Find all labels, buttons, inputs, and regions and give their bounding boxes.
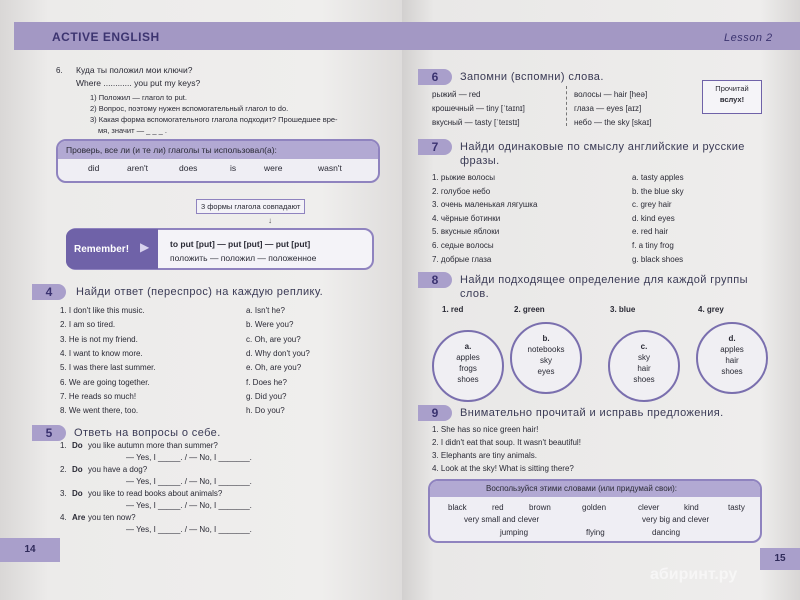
task4-statement: 1. I don't like this music.	[60, 306, 145, 315]
color-header: 4. grey	[698, 305, 724, 314]
task7-russian: 2. голубое небо	[432, 186, 491, 196]
question-number: 3.	[60, 489, 67, 498]
task4-answer: g. Did you?	[246, 391, 287, 401]
task9-sentence: 1. She has so nice green hair!	[432, 425, 539, 434]
task4-statement: 5. I was there last summer.	[60, 363, 156, 373]
task4-answer: e. Oh, are you?	[246, 363, 302, 373]
word-option: very big and clever	[642, 515, 710, 524]
answer-line: — Yes, I _____. / — No, I _______.	[126, 453, 252, 462]
question-text: you like to read books about animals?	[88, 489, 223, 498]
group-letter: a.	[464, 342, 472, 351]
verb: is	[230, 163, 237, 173]
answer-line: — Yes, I _____. / — No, I _______.	[126, 501, 252, 510]
word-group-circle	[696, 322, 768, 394]
verb: does	[179, 163, 198, 173]
task4-statement: 2. I am so tired.	[60, 320, 116, 330]
task4-answer: d. Why don't you?	[246, 348, 310, 358]
read-aloud-line1: Прочитай	[715, 84, 749, 93]
task4-number: 4	[32, 284, 66, 300]
arrow-down-icon: ↓	[268, 216, 272, 225]
divider	[566, 86, 568, 126]
group-word: sky	[638, 353, 650, 362]
group-word: apples	[456, 353, 480, 362]
task4-title: Найди ответ (переспрос) на каждую реплику.	[76, 286, 324, 298]
task7-russian: 7. добрые глаза	[432, 254, 492, 264]
task7-russian: 4. чёрные ботинки	[432, 213, 501, 223]
question-text: you like autumn more than summer?	[88, 441, 218, 450]
verb: aren't	[127, 163, 148, 173]
forms-note: 3 формы глагола совпадают	[196, 199, 305, 214]
task9-number: 9	[418, 405, 452, 421]
word-option: golden	[582, 503, 607, 512]
right-page	[402, 0, 800, 600]
color-header: 3. blue	[610, 305, 636, 314]
question-verb: Do	[72, 441, 83, 450]
task6-question: Куда ты положил мои ключи?	[76, 65, 193, 75]
task6-title: Запомни (вспомни) слова.	[460, 71, 604, 83]
color-header: 1. red	[442, 305, 464, 314]
task4-answer: f. Does he?	[246, 377, 287, 387]
task6-number: 6	[418, 69, 452, 85]
group-word: shoes	[633, 375, 655, 384]
remember-translation: положить — положил — положенное	[170, 253, 317, 263]
word-group-circle	[432, 330, 504, 402]
color-header: 2. green	[514, 305, 545, 314]
read-aloud-note	[702, 80, 762, 114]
play-icon: ▶	[140, 240, 150, 254]
vocab-item: волосы — hair [heə]	[574, 90, 648, 99]
task4-statement: 8. We went there, too.	[60, 406, 139, 416]
page-number-right: 15	[760, 548, 800, 570]
group-word: hair	[725, 356, 739, 365]
group-word: notebooks	[527, 345, 565, 354]
remember-forms: to put [put] — put [put] — put [put]	[170, 239, 311, 249]
group-letter: c.	[640, 342, 648, 351]
question-text: you ten now?	[88, 513, 136, 522]
task5-number: 5	[32, 425, 66, 441]
group-word: frogs	[459, 364, 477, 373]
task4-statement: 7. He reads so much!	[60, 391, 137, 401]
word-option: tasty	[728, 503, 745, 512]
task6-hint: 2) Вопрос, поэтому нужен вспомогательный глагол to do.	[90, 104, 289, 113]
group-word: shoes	[721, 367, 743, 376]
task7-russian: 5. вкусные яблоки	[432, 227, 500, 237]
question-verb: Do	[72, 489, 83, 498]
question-number: 4.	[60, 513, 67, 522]
words-box-title: Воспользуйся этими словами (или придумай свои):	[486, 484, 677, 493]
task4-statement: 6. We are going together.	[60, 377, 150, 387]
verb: wasn't	[318, 163, 342, 173]
task4-statement: 3. He is not my friend.	[60, 334, 138, 344]
word-option: dancing	[652, 528, 681, 537]
word-option: clever	[638, 503, 660, 512]
task7-english: d. kind eyes	[632, 213, 675, 223]
word-option: brown	[529, 503, 551, 512]
task7-russian: 1. рыжие волосы	[432, 173, 495, 182]
task7-english: c. grey hair	[632, 200, 672, 210]
remember-label: Remember!	[74, 244, 130, 255]
word-option: kind	[684, 503, 699, 512]
verb: did	[88, 163, 100, 173]
task8-title: Найди подходящее определение для каждой группы	[460, 274, 748, 286]
word-option: flying	[586, 528, 605, 537]
task6-number: 6.	[56, 66, 63, 75]
task4-statement: 4. I want to know more.	[60, 348, 143, 358]
task7-title-cont: фразы.	[460, 155, 500, 167]
vocab-item: крошечный — tiny [ˈtaɪnɪ]	[432, 104, 525, 113]
task8-title-cont: слов.	[460, 288, 490, 300]
page-number-left: 14	[0, 538, 60, 562]
word-group-circle	[510, 322, 582, 394]
answer-line: — Yes, I _____. / — No, I _______.	[126, 477, 252, 486]
vocab-item: глаза — eyes [aɪz]	[574, 104, 642, 113]
vocab-item: вкусный — tasty [ˈteɪstɪ]	[432, 118, 520, 127]
task8-number: 8	[418, 272, 452, 288]
task7-english: e. red hair	[632, 227, 669, 237]
question-text: you have a dog?	[88, 465, 148, 474]
group-word: shoes	[457, 375, 479, 384]
book-title: ACTIVE ENGLISH	[52, 30, 160, 44]
task7-english: g. black shoes	[632, 254, 684, 264]
task7-english: b. the blue sky	[632, 186, 684, 196]
task9-sentence: 3. Elephants are tiny animals.	[432, 451, 537, 460]
question-verb: Do	[72, 465, 83, 474]
word-option: jumping	[500, 528, 529, 537]
task6-english: Where ............ you put my keys?	[76, 78, 201, 88]
task4-answer: b. Were you?	[246, 320, 294, 330]
question-number: 1.	[60, 441, 67, 450]
vocab-item: рыжий — red	[432, 90, 481, 99]
task6-hint: 1) Положил — глагол to put.	[90, 93, 187, 102]
task5-title: Ответь на вопросы о себе.	[74, 427, 221, 439]
verb: were	[264, 163, 283, 173]
task6-hint: 3) Какая форма вспомогательного глагола подходит? Прошедшее вре-	[90, 115, 338, 124]
task7-russian: 6. седые волосы	[432, 241, 494, 250]
task4-answer: c. Oh, are you?	[246, 334, 301, 344]
task7-russian: 3. очень маленькая лягушка	[432, 200, 538, 210]
watermark: абиринт.ру	[650, 566, 738, 583]
word-option: black	[448, 503, 467, 512]
task4-answer: h. Do you?	[246, 406, 285, 416]
lesson-title: Lesson 2	[724, 32, 773, 44]
task4-answer: a. Isn't he?	[246, 306, 285, 315]
group-word: sky	[540, 356, 552, 365]
answer-line: — Yes, I _____. / — No, I _______.	[126, 525, 252, 534]
task7-title: Найди одинаковые по смыслу английские и русские	[460, 141, 745, 153]
task7-english: a. tasty apples	[632, 173, 684, 182]
task9-sentence: 4. Look at the sky! What is sitting there?	[432, 464, 574, 473]
group-letter: d.	[728, 334, 736, 343]
group-letter: b.	[542, 334, 550, 343]
task7-english: f. a tiny frog	[632, 241, 674, 250]
word-option: very small and clever	[464, 515, 540, 524]
read-aloud-line2: вслух!	[719, 95, 745, 104]
vocab-item: небо — the sky [skaɪ]	[574, 118, 652, 127]
question-number: 2.	[60, 465, 67, 474]
task7-number: 7	[418, 139, 452, 155]
check-box-title: Проверь, все ли (и те ли) глаголы ты использовал(а):	[66, 145, 277, 155]
group-word: hair	[637, 364, 651, 373]
task9-sentence: 2. I didn't eat that soup. It wasn't beautiful!	[432, 438, 581, 447]
word-option: red	[492, 503, 504, 512]
task6-hint: мя, значит — _ _ _ .	[98, 126, 168, 135]
task9-title: Внимательно прочитай и исправь предложения.	[460, 407, 724, 419]
group-word: eyes	[537, 367, 555, 376]
group-word: apples	[720, 345, 744, 354]
word-group-circle	[608, 330, 680, 402]
question-verb: Are	[72, 513, 86, 522]
